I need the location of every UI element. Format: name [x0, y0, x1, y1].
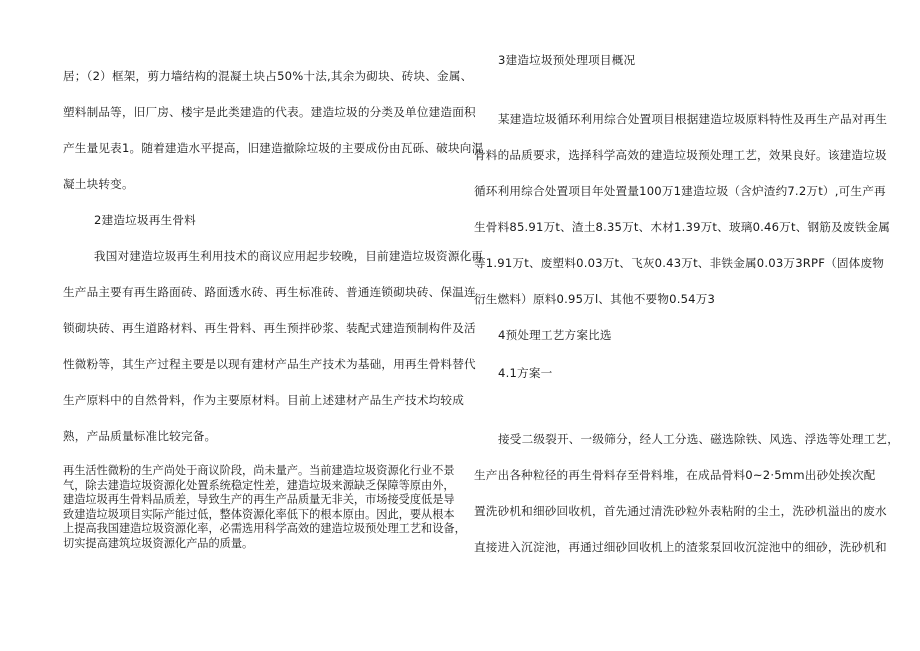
paragraph-line: 居；（2）框架，剪力墙结构的混凝土块占50%十法,其余为砌块、砖块、金属、 [63, 69, 473, 83]
section-heading-4-1: 4.1方案一 [498, 366, 553, 380]
paragraph-line: 某建造垃圾循环利用综合处置项目根据建造垃圾原料特性及再生产品对再生 [498, 112, 888, 126]
paragraph-line: 置洗砂机和细砂回收机，首先通过清洗砂粒外表粘附的尘土，洗砂机溢出的废水 [474, 504, 887, 518]
paragraph-line: 产生量见表1。随着建造水平提高，旧建造撤除垃圾的主要成份由瓦砾、破块向混 [63, 141, 484, 155]
paragraph-line: 衍生燃料）原料0.95万l、其他不要物0.54万3 [474, 292, 716, 306]
paragraph-line: 循环利用综合处置项目年处置量100万1建造垃圾（含炉渣约7.2万t）,可生产再 [474, 184, 886, 198]
section-heading-3: 3建造垃圾预处理项目概况 [498, 53, 636, 67]
paragraph-line: 锁砌块砖、再生道路材料、再生骨料、再生预拌砂浆、装配式建造预制构件及活 [63, 321, 476, 335]
paragraph-line: 切实提高建筑垃圾资源化产品的质量。 [63, 536, 254, 550]
paragraph-line: 生产品主要有再生路面砖、路面透水砖、再生标准砖、普通连锁砌块砖、保温连 [63, 285, 476, 299]
section-heading-2: 2建造垃圾再生骨料 [94, 213, 196, 227]
paragraph-line: 凝土块转变。 [63, 177, 134, 191]
paragraph-line: 再生活性微粉的生产尚处于商议阶段，尚未量产。当前建造垃圾资源化行业不景 [63, 464, 455, 477]
paragraph-line: 骨料的品质要求，选择科学高效的建造垃圾预处理工艺，效果良好。该建造垃圾 [474, 148, 887, 162]
paragraph-line: 生产原料中的自然骨料，作为主要原材料。目前上述建材产品生产技术均较成 [63, 393, 464, 407]
paragraph-line: 熟，产品质量标准比较完备。 [63, 429, 217, 443]
paragraph-line: 接受二级裂开、一级筛分，经人工分选、磁选除铁、风选、浮选等处理工艺， [498, 432, 899, 446]
paragraph-line: 致建造垃圾项目实际产能过低，整体资源化率低下的根本原由。因此，要从根本 [63, 507, 455, 521]
paragraph-line: 塑料制品等，旧厂房、楼宇是此类建造的代表。建造垃圾的分类及单位建造面积 [63, 105, 476, 119]
dense-paragraph [63, 464, 466, 552]
paragraph-line: 建造垃圾再生骨料品质差，导致生产的再生产品质量无非关，市场接受度低是导 [63, 493, 455, 507]
paragraph-line: 生产出各种粒径的再生骨料存至骨料堆，在成品骨料0~2·5mm出砂处挨次配 [474, 468, 876, 482]
paragraph-line: 性微粉等，其生产过程主要是以现有建材产品生产技术为基础，用再生骨料替代 [63, 357, 476, 371]
paragraph-line: 我国对建造垃圾再生利用技术的商议应用起步较晚，目前建造垃圾资源化再 [94, 249, 484, 263]
paragraph-line: 等1.91万t、废塑料0.03万t、飞灰0.43万t、非铁金属0.03万3RPF（固体废物 [474, 256, 885, 270]
paragraph-line: 生骨料85.91万t、渣土8.35万t、木材1.39万t、玻璃0.46万t、钢筋及废铁金属 [474, 220, 891, 234]
paragraph-line: 上提高我国建造垃圾资源化率，必需选用科学高效的建造垃圾预处理工艺和设备， [63, 522, 466, 536]
paragraph-line: 直接进入沉淀池，再通过细砂回收机上的渣浆泵回收沉淀池中的细砂，洗砂机和 [474, 540, 887, 554]
section-heading-4: 4预处理工艺方案比选 [498, 328, 612, 342]
paragraph-line: 气，除去建造垃圾资源化处置系统稳定性差，建造垃圾来源缺乏保障等原由外， [63, 478, 455, 492]
